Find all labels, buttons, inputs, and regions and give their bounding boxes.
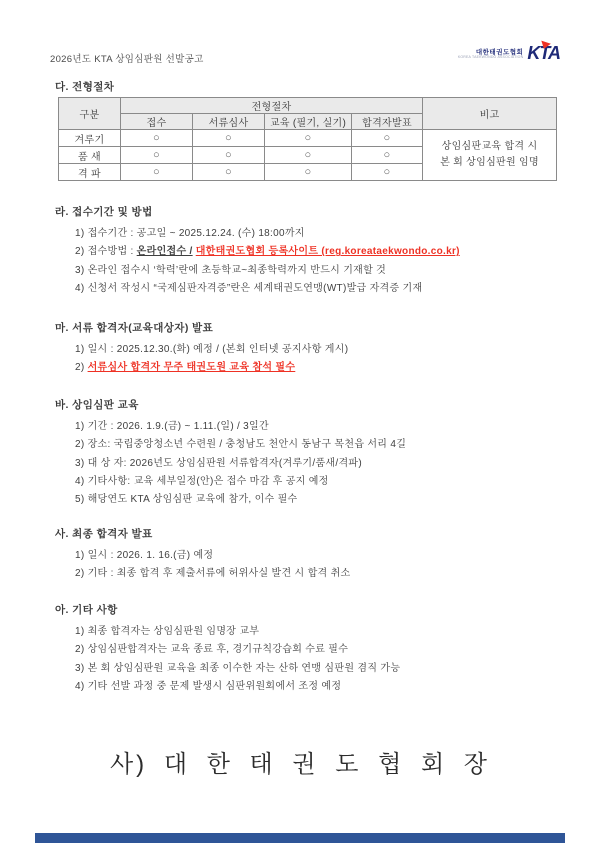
section-ra-title: 라. 접수기간 및 방법 xyxy=(55,206,153,218)
list-item-prefix: 2) xyxy=(75,362,88,374)
signature-line: 사) 대 한 태 권 도 협 회 장 xyxy=(110,751,490,778)
table-subheader-announce: 합격자발표 xyxy=(352,114,423,130)
section-ba-title: 바. 상임심판 교육 xyxy=(55,399,139,411)
section-sa xyxy=(55,526,566,584)
list-item: 1) 접수기간 : 공고일 ~ 2025.12.24. (수) 18:00까지 xyxy=(75,228,305,239)
online-apply-link: 온라인접수 / xyxy=(136,246,193,258)
list-item: 2) 상임심판합격자는 교육 종료 후, 경기규칙강습회 수료 필수 xyxy=(75,644,349,656)
table-header-process: 전형절차 xyxy=(121,98,423,114)
list-item xyxy=(55,359,566,377)
section-ba xyxy=(55,397,566,509)
circle-mark: ○ xyxy=(352,147,423,164)
table-header-group: 구분 xyxy=(59,98,121,130)
apply-method-prefix: 2) 접수방법 : xyxy=(75,246,137,258)
table-note-cell xyxy=(423,130,557,181)
row-label-kyukpa: 격 파 xyxy=(59,164,121,181)
kta-logo-korean-name: 대한태권도협회 xyxy=(475,49,524,56)
table-subheader-apply: 접수 xyxy=(121,114,193,130)
circle-mark: ○ xyxy=(265,164,352,181)
table-subheader-screening: 서류심사 xyxy=(193,114,265,130)
circle-mark: ○ xyxy=(193,147,265,164)
mandatory-attendance-notice: 서류심사 합격자 무주 태권도원 교육 참석 필수 xyxy=(87,362,296,374)
kta-logo xyxy=(458,44,560,62)
row-label-poomsae: 품 새 xyxy=(59,147,121,164)
list-item: 1) 최종 합격자는 상임심판원 임명장 교부 xyxy=(75,626,260,637)
circle-mark: ○ xyxy=(193,130,265,147)
list-item: 1) 일시 : 2025.12.30.(화) 예정 / (본회 인터넷 공지사항 게시) xyxy=(75,344,349,355)
circle-mark: ○ xyxy=(265,147,352,164)
circle-mark: ○ xyxy=(352,164,423,181)
selection-process-table xyxy=(58,97,557,181)
table-note-line1: 상임심판교육 합격 시 xyxy=(441,141,538,152)
list-item: 5) 해당연도 KTA 상임심판 교육에 참가, 이수 필수 xyxy=(75,494,298,506)
list-item: 1) 일시 : 2026. 1. 16.(금) 예정 xyxy=(75,550,214,561)
section-ma xyxy=(55,320,566,378)
section-ah xyxy=(55,602,566,696)
table-subheader-education: 교육 (필기, 실기) xyxy=(265,114,352,130)
section-da-title: 다. 전형절차 xyxy=(55,81,115,93)
registration-site-link[interactable]: 대한태권도협회 등록사이트 (reg.koreataekwondo.co.kr) xyxy=(195,246,460,258)
circle-mark: ○ xyxy=(121,147,193,164)
kta-logo-icon: KTA xyxy=(527,44,560,62)
list-item: 3) 온라인 접수시 ‘학력’란에 초등학교~최종학력까지 반드시 기재할 것 xyxy=(75,264,387,276)
list-item: 4) 신청서 작성시 “국제심판자격증”란은 세계태권도연맹(WT)발급 자격증 기재 xyxy=(75,282,423,294)
footer-bar xyxy=(35,833,565,843)
list-item: 2) 기타 : 최종 합격 후 제출서류에 허위사실 발견 시 합격 취소 xyxy=(75,568,351,580)
list-item: 3) 본 회 상임심판원 교육을 최종 이수한 자는 산하 연맹 심판원 겸직 가능 xyxy=(75,662,401,674)
section-ma-title: 마. 서류 합격자(교육대상자) 발표 xyxy=(55,322,214,334)
circle-mark: ○ xyxy=(193,164,265,181)
list-item: 4) 기타 선발 과정 중 문제 발생시 심판위원회에서 조정 예정 xyxy=(75,680,342,692)
section-ah-title: 아. 기타 사항 xyxy=(55,604,118,616)
row-label-kyorugi: 겨루기 xyxy=(59,130,121,147)
circle-mark: ○ xyxy=(121,164,193,181)
circle-mark: ○ xyxy=(265,130,352,147)
list-item: 2) 장소: 국립중앙청소년 수련원 / 충청남도 천안시 동남구 목천읍 서리 4길 xyxy=(75,439,407,451)
section-ra xyxy=(55,204,566,298)
section-sa-title: 사. 최종 합격자 발표 xyxy=(55,528,153,540)
list-item: 4) 기타사항: 교육 세부일정(안)은 접수 마감 후 공지 예정 xyxy=(75,475,329,487)
kta-logo-text xyxy=(458,46,524,60)
list-item: 3) 대 상 자: 2026년도 상임심판원 서류합격자(겨루기/품새/격파) xyxy=(75,457,363,469)
doc-header xyxy=(50,44,560,65)
table-row xyxy=(59,130,557,147)
circle-mark: ○ xyxy=(121,130,193,147)
kta-logo-english-name: KOREA TAEKWONDO ASSOCIATION xyxy=(457,55,524,60)
list-item xyxy=(55,243,566,261)
circle-mark: ○ xyxy=(352,130,423,147)
list-item: 1) 기간 : 2026. 1.9.(금) ~ 1.11.(일) / 3일간 xyxy=(75,421,269,432)
doc-header-title: 2026년도 KTA 상임심판원 선발공고 xyxy=(50,54,204,65)
table-header-note: 비고 xyxy=(423,98,557,130)
table-note-line2: 본 회 상임심판원 임명 xyxy=(440,157,539,168)
